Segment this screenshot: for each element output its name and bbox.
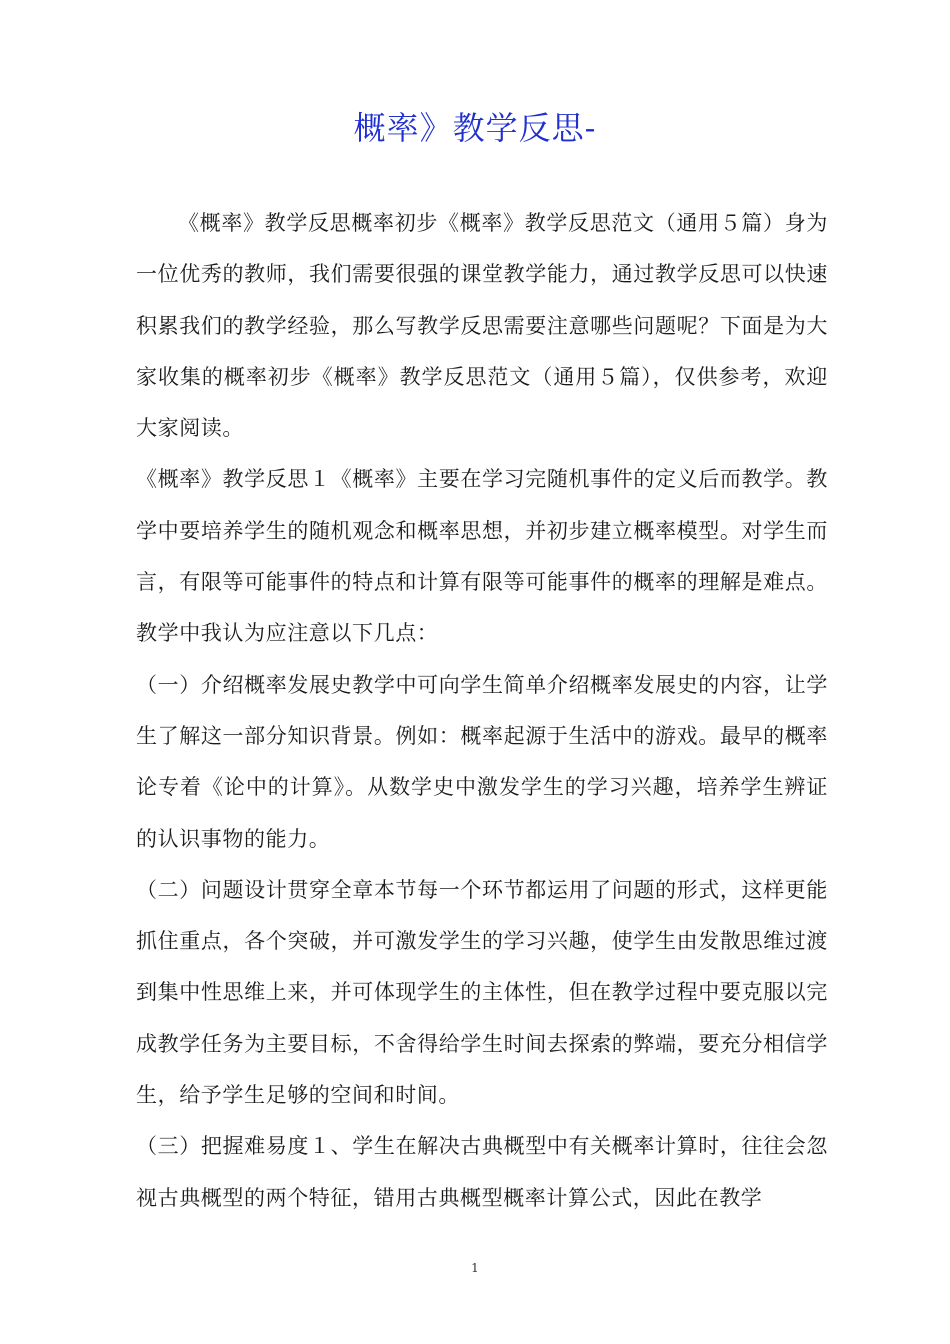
reflection-1-paragraph: 《概率》教学反思１《概率》主要在学习完随机事件的定义后而教学。教学中要培养学生的随机观念和概率思想，并初步建立概率模型。对学生而言，有限等可能事件的特点和计算有限等可能事件的概率的理解是难点。教学中我认为应注意以下几点： [136, 467, 828, 646]
point-3-paragraph: （三）把握难易度１、学生在解决古典概型中有关概率计算时，往往会忽视古典概型的两个特征，错用古典概型概率计算公式，因此在教学 [136, 1134, 828, 1210]
page-number: 1 [471, 1261, 479, 1275]
document-title: 概率》教学反思- [353, 109, 597, 147]
point-1-paragraph: （一）介绍概率发展史教学中可向学生简单介绍概率发展史的内容，让学生了解这一部分知识背景。例如：概率起源于生活中的游戏。最早的概率论专着《论中的计算》。从数学史中激发学生的学习兴趣，培养学生辨证的认识事物的能力。 [136, 672, 828, 851]
intro-paragraph: 《概率》教学反思概率初步《概率》教学反思范文（通用５篇）身为一位优秀的教师，我们需要很强的课堂教学能力，通过教学反思可以快速积累我们的教学经验，那么写教学反思需要注意哪些问题呢？下面是为大家收集的概率初步《概率》教学反思范文（通用５篇），仅供参考，欢迎大家阅读。 [136, 211, 828, 441]
point-2-paragraph: （二）问题设计贯穿全章本节每一个环节都运用了问题的形式，这样更能抓住重点，各个突破，并可激发学生的学习兴趣，使学生由发散思维过渡到集中性思维上来，并可体现学生的主体性，但在教学过程中要克服以完成教学任务为主要目标，不舍得给学生时间去探索的弊端，要充分相信学生，给予学生足够的空间和时间。 [136, 877, 828, 1108]
document-body [136, 198, 828, 1224]
